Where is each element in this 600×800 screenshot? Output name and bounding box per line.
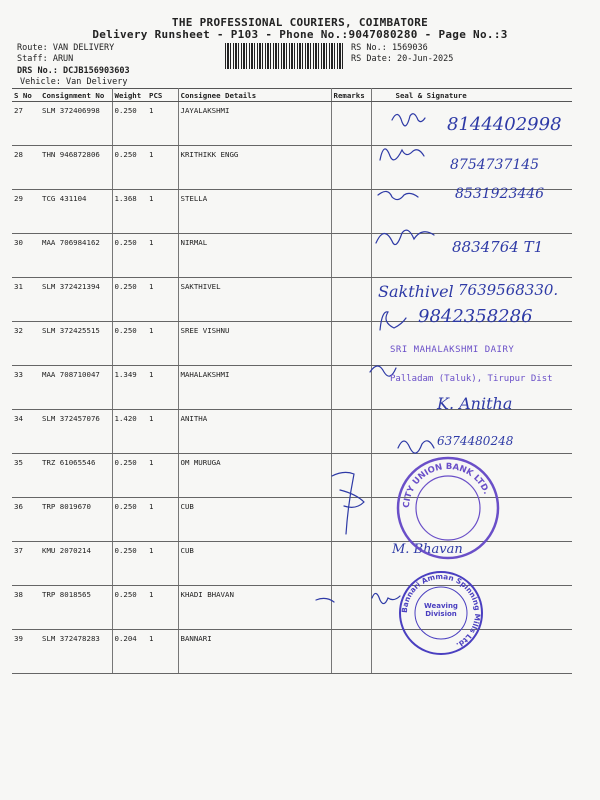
row-consignment: TRZ 61065546 — [40, 454, 112, 498]
row-weight: 0.250 — [112, 146, 147, 190]
row-consignee: JAYALAKSHMI — [178, 102, 331, 146]
row-pcs: 1 — [147, 322, 178, 366]
signature-36-37 — [332, 472, 364, 534]
row-consignee: STELLA — [178, 190, 331, 234]
row-pcs: 1 — [147, 498, 178, 542]
row-consignee: CUB — [178, 498, 331, 542]
handwritten-phone-29: 8531923446 — [455, 186, 545, 202]
row-consignment: KMU 2070214 — [40, 542, 112, 586]
row-consignment: SLM 372457076 — [40, 410, 112, 454]
row-sno: 34 — [12, 410, 40, 454]
row-consignee: SREE VISHNU — [178, 322, 331, 366]
signature-30 — [376, 230, 434, 244]
row-sno: 37 — [12, 542, 40, 586]
row-sno: 38 — [12, 586, 40, 630]
handwritten-phone-31: 7639568330. — [458, 281, 559, 299]
row-consignee: ANITHA — [178, 410, 331, 454]
row-consignee: KHADI BHAVAN — [178, 586, 331, 630]
row-consignment: SLM 372478283 — [40, 630, 112, 674]
row-sno: 29 — [12, 190, 40, 234]
row-weight: 0.250 — [112, 234, 147, 278]
signature-29 — [378, 191, 418, 199]
row-weight: 0.250 — [112, 542, 147, 586]
row-consignment: TRP 8019670 — [40, 498, 112, 542]
col-pcs: PCS — [147, 89, 178, 102]
row-consignment: SLM 372425515 — [40, 322, 112, 366]
col-consignee: Consignee Details — [178, 89, 331, 102]
handwritten-khadi: M. Bhavan — [392, 542, 463, 557]
row-consignment: SLM 372421394 — [40, 278, 112, 322]
col-remarks: Remarks — [331, 89, 371, 102]
col-sno: S No — [12, 89, 40, 102]
row-weight: 0.250 — [112, 322, 147, 366]
signature-27 — [392, 114, 425, 126]
runsheet-subtitle: Delivery Runsheet - P103 - Phone No.:9047080280 - Page No.:3 — [92, 28, 508, 41]
row-weight: 0.204 — [112, 630, 147, 674]
row-pcs: 1 — [147, 102, 178, 146]
row-consignment: TRP 8018565 — [40, 586, 112, 630]
rs-date: RS Date: 20-Jun-2025 — [351, 54, 454, 64]
row-weight: 0.250 — [112, 278, 147, 322]
row-consignment: MAA 708710047 — [40, 366, 112, 410]
row-weight: 1.368 — [112, 190, 147, 234]
row-pcs: 1 — [147, 410, 178, 454]
handwritten-phone-27: 8144402998 — [447, 114, 562, 135]
row-pcs: 1 — [147, 278, 178, 322]
row-consignee: MAHALAKSHMI — [178, 366, 331, 410]
vehicle-label: Vehicle: Van Delivery — [20, 77, 128, 87]
signature-35 — [398, 441, 434, 453]
route-label: Route: VAN DELIVERY — [17, 43, 115, 53]
row-weight: 0.250 — [112, 498, 147, 542]
row-consignee: SAKTHIVEL — [178, 278, 331, 322]
row-sno: 32 — [12, 322, 40, 366]
row-sno: 28 — [12, 146, 40, 190]
col-weight: Weight — [112, 89, 147, 102]
bannari-stamp-ring-text: Bannari Amman Spinning Mills Ltd. — [399, 571, 483, 650]
staff-label: Staff: ARUN — [17, 54, 74, 64]
col-consignment: Consignment No — [40, 89, 112, 102]
col-signature: Seal & Signature — [371, 89, 572, 102]
row-consignment: SLM 372406998 — [40, 102, 112, 146]
handwritten-anitha: K. Anitha — [437, 394, 513, 413]
row-pcs: 1 — [147, 146, 178, 190]
row-pcs: 1 — [147, 542, 178, 586]
rs-number: RS No.: 1569036 — [351, 43, 428, 53]
row-pcs: 1 — [147, 190, 178, 234]
row-pcs: 1 — [147, 454, 178, 498]
row-sno: 31 — [12, 278, 40, 322]
signature-28 — [380, 149, 424, 160]
row-pcs: 1 — [147, 366, 178, 410]
bannari-stamp-center: Weaving Division — [424, 602, 458, 618]
handwritten-sakthivel: Sakthivel — [378, 282, 454, 301]
row-pcs: 1 — [147, 234, 178, 278]
row-weight: 0.250 — [112, 102, 147, 146]
row-consignee: OM MURUGA — [178, 454, 331, 498]
handwritten-phone-32: 9842358286 — [418, 306, 533, 327]
handwritten-phone-28: 8754737145 — [450, 157, 540, 173]
dairy-stamp-line1: SRI MAHALAKSHMI DAIRY — [390, 345, 515, 355]
row-consignee: BANNARI — [178, 630, 331, 674]
row-sno: 27 — [12, 102, 40, 146]
row-sno: 36 — [12, 498, 40, 542]
row-consignee: NIRMAL — [178, 234, 331, 278]
signature-32 — [380, 312, 406, 330]
dairy-stamp-line2: Palladam (Taluk), Tirupur Dist — [390, 374, 553, 384]
bank-stamp — [395, 455, 501, 561]
row-pcs: 1 — [147, 586, 178, 630]
bank-stamp-text: CITY UNION BANK LTD. — [401, 461, 492, 509]
row-sno: 30 — [12, 234, 40, 278]
row-weight: 0.250 — [112, 586, 147, 630]
row-sno: 39 — [12, 630, 40, 674]
handwritten-phone-35: 6374480248 — [437, 434, 514, 448]
row-consignment: TCG 431104 — [40, 190, 112, 234]
row-consignment: MAA 706984162 — [40, 234, 112, 278]
company-title: THE PROFESSIONAL COURIERS, COIMBATORE — [171, 16, 429, 29]
row-consignee: KRITHIKK ENGG — [178, 146, 331, 190]
row-sno: 35 — [12, 454, 40, 498]
drs-number: DRS No.: DCJB156903603 — [17, 66, 130, 76]
handwritten-phone-30: 8834764 T1 — [452, 238, 544, 256]
row-consignee: CUB — [178, 542, 331, 586]
row-sno: 33 — [12, 366, 40, 410]
row-pcs: 1 — [147, 630, 178, 674]
row-weight: 1.349 — [112, 366, 147, 410]
row-weight: 0.250 — [112, 454, 147, 498]
row-weight: 1.420 — [112, 410, 147, 454]
row-consignment: THN 946872806 — [40, 146, 112, 190]
signature-39 — [316, 593, 400, 603]
